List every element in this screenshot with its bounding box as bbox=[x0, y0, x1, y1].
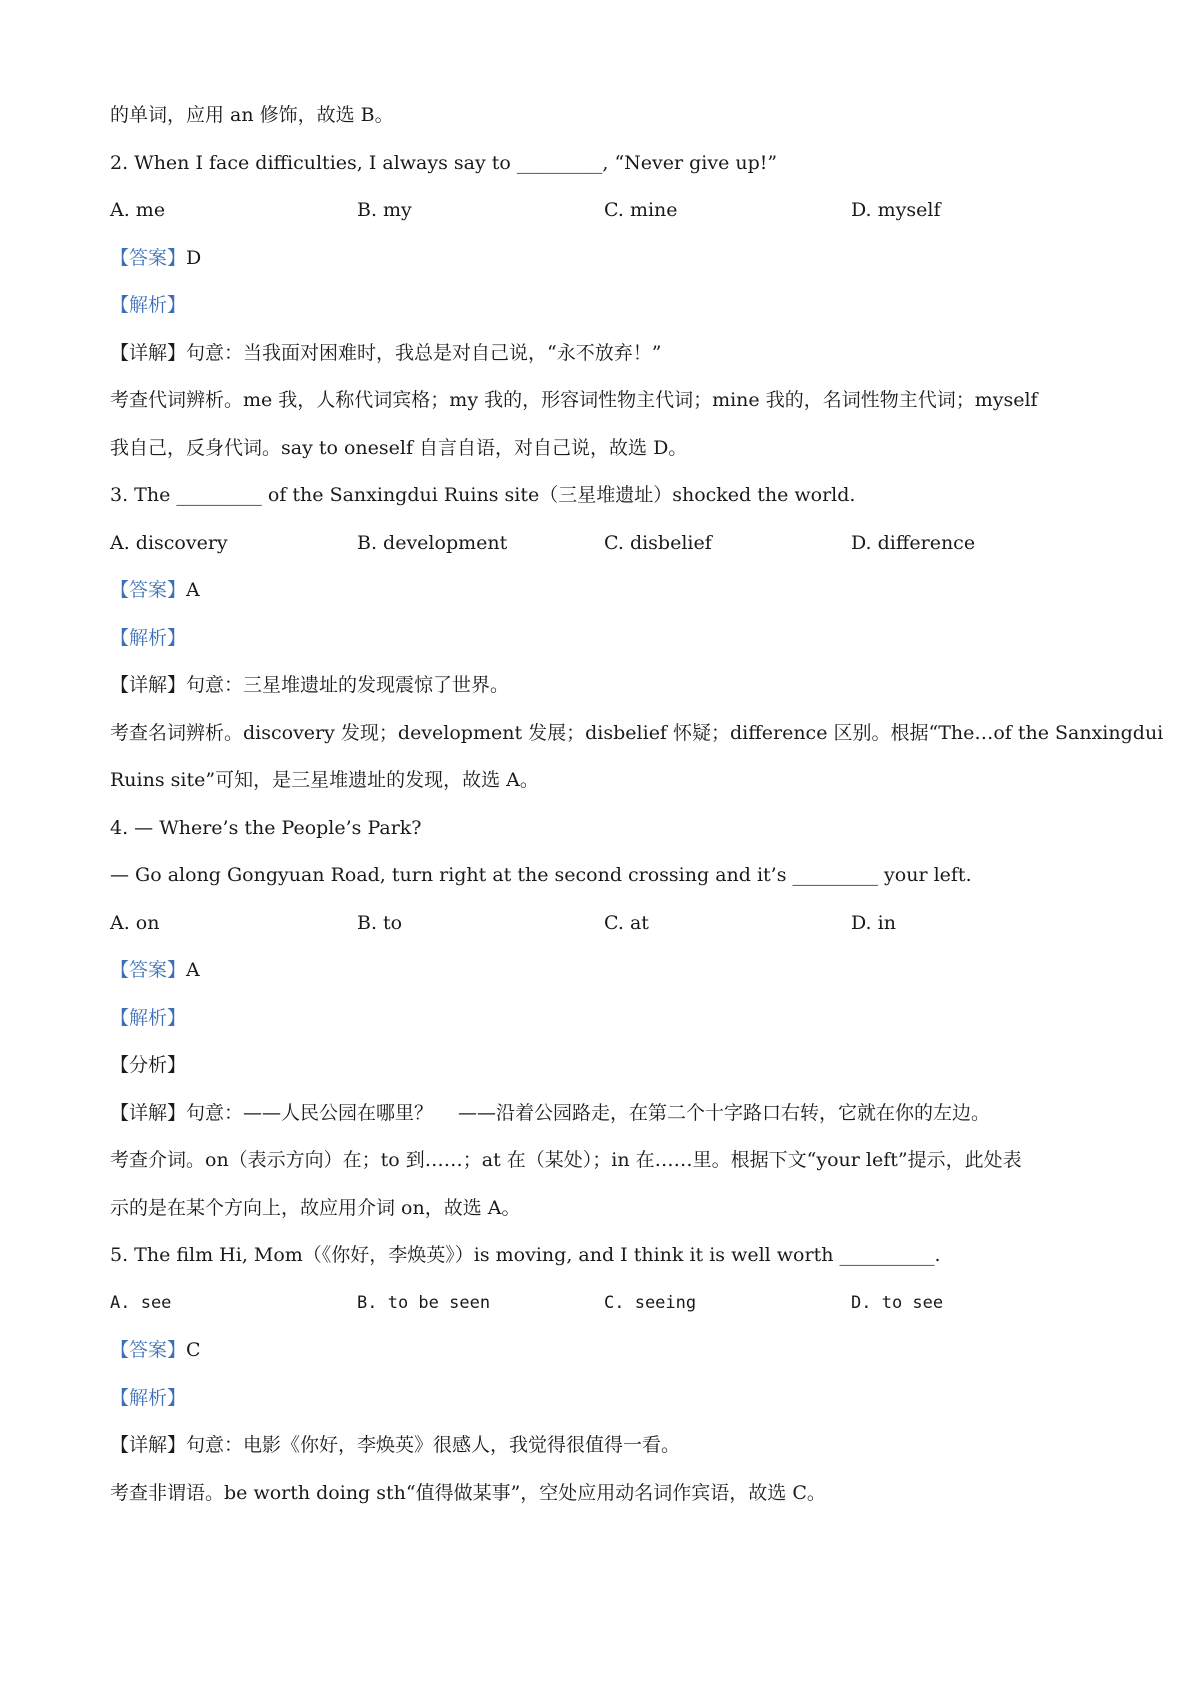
text-line bbox=[110, 1422, 1100, 1470]
answer-tag-line bbox=[110, 282, 1100, 330]
answer-tag-line bbox=[110, 947, 1100, 995]
line-text: 2. When I face difficulties, I always say to _________, “Never give up!” bbox=[110, 151, 778, 174]
option-item: D. difference bbox=[851, 531, 976, 554]
text-line bbox=[110, 1137, 1100, 1185]
answer-tag-line bbox=[110, 235, 1100, 283]
document-page bbox=[110, 92, 1164, 1517]
text-line bbox=[110, 1042, 1100, 1090]
option-item: D. myself bbox=[851, 199, 941, 221]
text-line bbox=[110, 662, 1100, 710]
line-text: A bbox=[186, 959, 200, 981]
section-tag: 【解析】 bbox=[110, 626, 187, 649]
options-row bbox=[110, 520, 1100, 568]
text-line bbox=[110, 425, 1100, 473]
line-text: 【分析】 bbox=[110, 1054, 187, 1076]
text-line bbox=[110, 1090, 1100, 1138]
option-item: A. see bbox=[110, 1292, 172, 1313]
section-tag: 【答案】 bbox=[110, 959, 187, 981]
options-row bbox=[110, 187, 1100, 235]
answer-tag-line bbox=[110, 615, 1100, 663]
line-text: 考查名词辨析。discovery 发现；development 发展；disbelief 怀疑；difference 区别。根据“The…of the Sanxingdui bbox=[110, 721, 1164, 744]
line-text: A bbox=[186, 579, 200, 601]
option-item: B. to be seen bbox=[357, 1292, 491, 1313]
text-line bbox=[110, 1185, 1100, 1233]
text-line bbox=[110, 330, 1100, 378]
option-item: B. development bbox=[357, 531, 508, 554]
text-line bbox=[110, 472, 1100, 520]
line-text: Ruins site”可知，是三星堆遗址的发现，故选 A。 bbox=[110, 769, 539, 791]
option-item: D. to see bbox=[851, 1292, 944, 1313]
option-item: A. me bbox=[110, 199, 166, 221]
option-item: C. at bbox=[604, 911, 649, 934]
text-line bbox=[110, 852, 1100, 900]
section-tag: 【答案】 bbox=[110, 1339, 187, 1361]
option-item: A. on bbox=[110, 911, 160, 934]
line-text: 【详解】句意：电影《你好，李焕英》很感人，我觉得很值得一看。 bbox=[110, 1434, 681, 1456]
line-text: 示的是在某个方向上，故应用介词 on，故选 A。 bbox=[110, 1196, 521, 1219]
section-tag: 【解析】 bbox=[110, 1006, 187, 1029]
text-line bbox=[110, 140, 1100, 188]
option-item: B. to bbox=[357, 911, 403, 934]
option-item: C. seeing bbox=[604, 1292, 697, 1313]
line-text: 4. — Where’s the People’s Park? bbox=[110, 816, 422, 839]
text-line bbox=[110, 757, 1100, 805]
text-line bbox=[110, 92, 1100, 140]
line-text: 3. The _________ of the Sanxingdui Ruins site（三星堆遗址）shocked the world. bbox=[110, 484, 856, 506]
line-text: 【详解】句意：当我面对困难时，我总是对自己说，“永不放弃！” bbox=[110, 341, 662, 364]
option-item: C. mine bbox=[604, 199, 678, 221]
answer-tag-line bbox=[110, 567, 1100, 615]
line-text: 我自己，反身代词。say to oneself 自言自语，对自己说，故选 D。 bbox=[110, 436, 688, 459]
line-text: 考查代词辨析。me 我，人称代词宾格；my 我的，形容词性物主代词；mine 我的，名词性物主代词；myself bbox=[110, 389, 1038, 411]
line-text: 考查非谓语。be worth doing sth“值得做某事”，空处应用动名词作宾语，故选 C。 bbox=[110, 1481, 826, 1504]
section-tag: 【解析】 bbox=[110, 1386, 187, 1409]
line-text: 考查介词。on（表示方向）在；to 到……；at 在（某处）；in 在……里。根据下文“your left”提示，此处表 bbox=[110, 1149, 1022, 1171]
line-text: 【详解】句意：三星堆遗址的发现震惊了世界。 bbox=[110, 674, 510, 696]
line-text: C bbox=[186, 1339, 201, 1361]
text-line bbox=[110, 1232, 1100, 1280]
section-tag: 【解析】 bbox=[110, 294, 187, 316]
options-row bbox=[110, 1280, 1100, 1328]
text-line bbox=[110, 1470, 1100, 1518]
line-text: 【详解】句意：——人民公园在哪里？ ——沿着公园路走，在第二个十字路口右转，它就在你的左边。 bbox=[110, 1101, 991, 1124]
line-text: 5. The film Hi, Mom（《你好，李焕英》）is moving, and I think it is well worth __________. bbox=[110, 1244, 941, 1266]
text-line bbox=[110, 805, 1100, 853]
section-tag: 【答案】 bbox=[110, 246, 187, 269]
option-item: B. my bbox=[357, 199, 412, 221]
line-text: — Go along Gongyuan Road, turn right at the second crossing and it’s _________ your left. bbox=[110, 864, 972, 886]
text-line bbox=[110, 710, 1164, 758]
option-item: A. discovery bbox=[110, 531, 228, 554]
answer-tag-line bbox=[110, 1375, 1100, 1423]
answer-tag-line bbox=[110, 1327, 1100, 1375]
options-row bbox=[110, 900, 1100, 948]
answer-tag-line bbox=[110, 995, 1100, 1043]
text-line bbox=[110, 377, 1100, 425]
line-text: D bbox=[186, 246, 202, 269]
section-tag: 【答案】 bbox=[110, 579, 187, 601]
option-item: D. in bbox=[851, 911, 896, 934]
line-text: 的单词，应用 an 修饰，故选 B。 bbox=[110, 104, 394, 126]
option-item: C. disbelief bbox=[604, 531, 712, 554]
